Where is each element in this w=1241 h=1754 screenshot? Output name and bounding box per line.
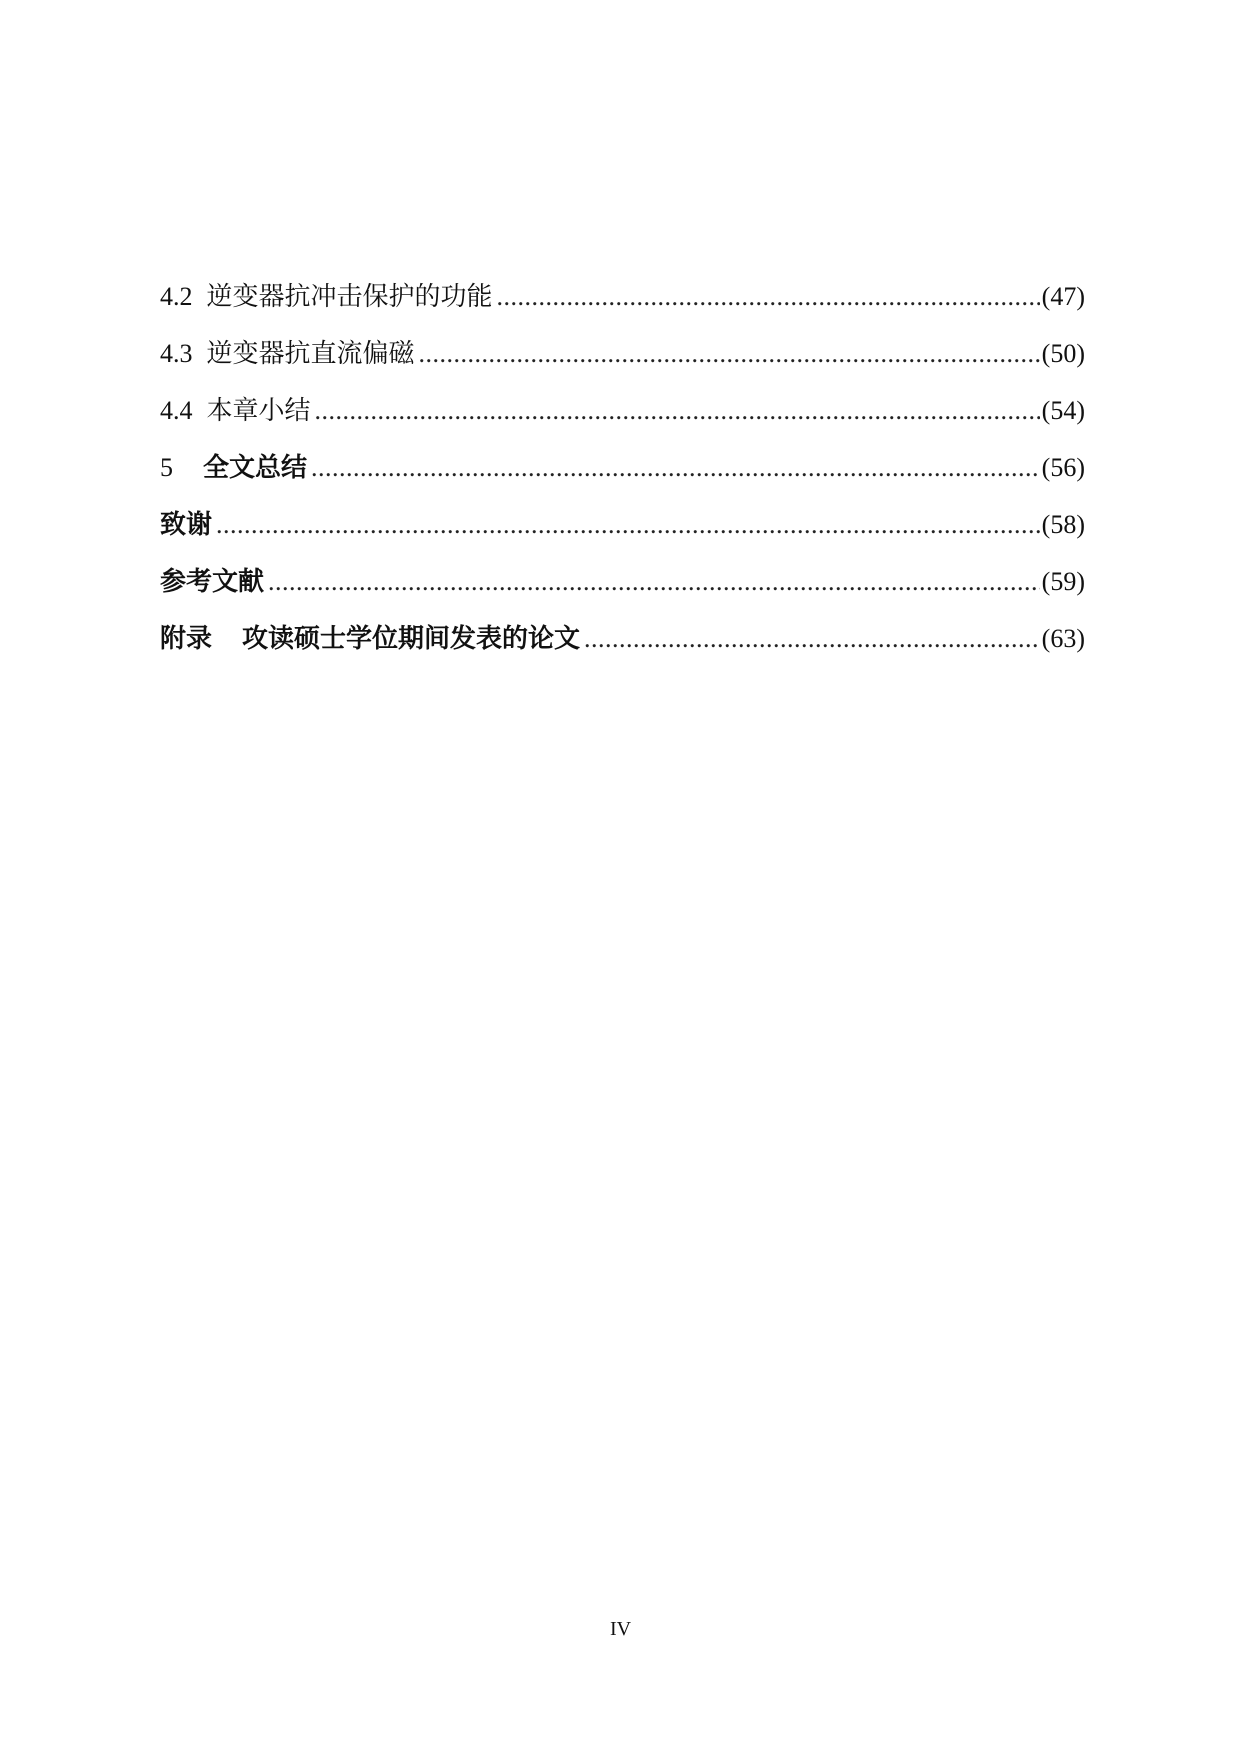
- toc-entry-title: 本章小结: [206, 396, 311, 425]
- toc-entry-page: (56): [1041, 453, 1085, 482]
- toc-entry-number: 4.4: [160, 396, 193, 425]
- toc-dot-leader: [584, 610, 1040, 667]
- toc-entry-page: (59): [1041, 567, 1085, 596]
- toc-dot-leader: [315, 382, 1040, 439]
- toc-entry[interactable]: [160, 553, 1085, 610]
- toc-entry-page: (58): [1041, 510, 1085, 539]
- toc-entry[interactable]: [160, 325, 1085, 382]
- toc-entry[interactable]: [160, 439, 1085, 496]
- table-of-contents: [160, 268, 1085, 667]
- toc-entry-title: 全文总结: [203, 453, 308, 483]
- toc-entry-page: (47): [1041, 282, 1085, 311]
- toc-dot-leader: [268, 553, 1040, 610]
- toc-entry[interactable]: [160, 610, 1085, 667]
- toc-entry-page: (54): [1041, 396, 1085, 425]
- toc-entry[interactable]: [160, 382, 1085, 439]
- toc-entry-title: 逆变器抗冲击保护的功能: [206, 282, 493, 311]
- toc-dot-leader: [497, 268, 1040, 325]
- toc-entry-title: 参考文献: [160, 567, 265, 597]
- toc-dot-leader: [311, 439, 1040, 496]
- toc-entry-page: (63): [1041, 624, 1085, 653]
- toc-entry-title: 致谢: [160, 510, 213, 540]
- page-number: IV: [609, 1618, 632, 1640]
- toc-entry-page: (50): [1041, 339, 1085, 368]
- toc-entry[interactable]: [160, 496, 1085, 553]
- toc-dot-leader: [419, 325, 1040, 382]
- toc-entry-number: 4.2: [160, 282, 193, 311]
- appendix-title: 攻读硕士学位期间发表的论文: [242, 624, 581, 654]
- toc-entry[interactable]: [160, 268, 1085, 325]
- toc-dot-leader: [216, 496, 1040, 553]
- toc-entry-number: 4.3: [160, 339, 193, 368]
- toc-entry-title: 逆变器抗直流偏磁: [206, 339, 415, 368]
- toc-entry-title: [160, 611, 580, 668]
- appendix-label: 附录: [160, 624, 213, 654]
- toc-entry-number: 5: [160, 453, 173, 482]
